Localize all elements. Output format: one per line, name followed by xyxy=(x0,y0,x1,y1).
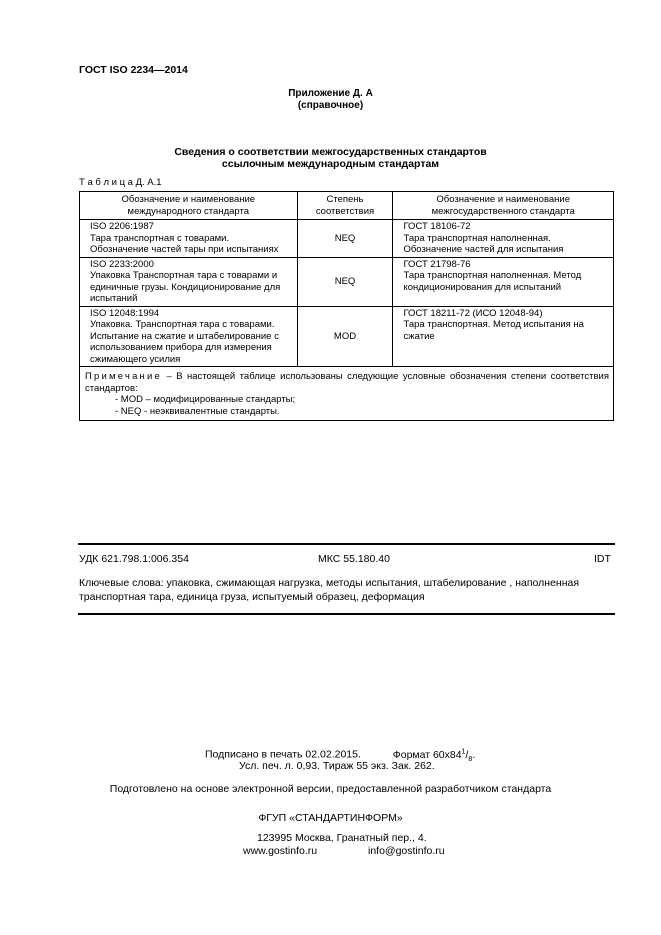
intl-standard-cell xyxy=(80,220,298,258)
intl-standard-cell xyxy=(80,306,298,367)
nat-name-line: Тара транспортная наполненная. xyxy=(403,232,551,244)
udk-code: УДК 621.798.1:006.354 xyxy=(79,553,189,565)
intl-name-line: использованием прибора для измерения xyxy=(90,342,272,353)
imprint-prepared: Подготовлено на основе электронной версии, предоставленной разработчиком стандарта xyxy=(109,783,552,795)
appendix-title: Приложение Д. А xyxy=(288,88,373,99)
nat-name-line: кондиционирования для испытаний xyxy=(403,281,562,293)
correspondence-table xyxy=(79,191,614,421)
table-note-row xyxy=(80,367,614,421)
intl-name-line: Упаковка Транспортная тара с товарами и xyxy=(90,270,278,281)
intl-name-line: Упаковка. Транспортная тара с товарами. xyxy=(90,319,275,330)
intl-name-line: сжимающего усилия xyxy=(90,353,181,365)
table-header-row xyxy=(80,192,614,220)
mks-code: МКС 55.180.40 xyxy=(318,553,390,565)
format-label: Формат 60х84 xyxy=(392,748,462,761)
note-item-neq: - NEQ - неэквивалентные стандарты. xyxy=(115,405,280,417)
nat-code: ГОСТ 21798-76 xyxy=(403,258,471,270)
publisher-name: ФГУП «СТАНДАРТИНФОРМ» xyxy=(258,812,403,824)
intl-standard-cell xyxy=(80,257,298,306)
table-row xyxy=(80,220,614,258)
publisher-address: 123995 Москва, Гранатный пер., 4. xyxy=(257,832,427,844)
appendix-heading xyxy=(0,88,661,112)
header-international-standard: Обозначение и наименование международного стандарта xyxy=(80,192,298,220)
note-item-mod: - MOD – модифицированные стандарты; xyxy=(115,394,296,405)
intl-name-line: единичные грузы. Кондиционирование для xyxy=(90,281,281,293)
format-sup: 1 xyxy=(461,748,466,755)
document-code: ГОСТ ISO 2234—2014 xyxy=(79,64,188,76)
intl-name-line: Тара транспортная с товарами. xyxy=(90,232,230,244)
intl-code: ISO 2206:1987 xyxy=(90,221,154,232)
intl-name-line: Испытание на сжатие и штабелирование с xyxy=(90,330,279,342)
intl-name-line: Обозначение частей тары при испытаниях xyxy=(90,244,279,255)
appendix-subtitle: (справочное) xyxy=(297,100,364,111)
intl-code: ISO 12048:1994 xyxy=(90,307,160,319)
intl-name-line: испытаний xyxy=(90,293,138,304)
degree-cell: NEQ xyxy=(297,220,393,258)
paper-format: Формат $60х84^1/_8$. xyxy=(392,748,476,763)
nat-name-line: сжатие xyxy=(403,330,435,342)
publisher-website[interactable]: www.gostinfo.ru xyxy=(243,845,318,857)
note-text: Примечание – В настоящей таблице использованы следующие условные обозначения степени соответствия стандартов: xyxy=(85,371,609,394)
imprint-sheets: Усл. печ. л. 0,93. Тираж 55 экз. Зак. 262. xyxy=(239,760,435,772)
format-sub: 8 xyxy=(468,755,473,763)
signed-date: Подписано в печать 02.02.2015. xyxy=(205,748,361,761)
table-note xyxy=(80,367,614,421)
national-standard-cell xyxy=(393,220,614,258)
nat-name-line: Тара транспортная наполненная. Метод xyxy=(403,270,582,281)
intl-code: ISO 2233:2000 xyxy=(90,258,154,270)
divider-top xyxy=(78,543,615,545)
nat-name-line: Обозначение частей для испытания xyxy=(403,244,564,255)
degree-cell: MOD xyxy=(297,306,393,367)
section-title-line2: ссылочным международным стандартам xyxy=(221,158,440,170)
divider-bottom xyxy=(78,613,615,615)
degree-cell: NEQ xyxy=(297,257,393,306)
idt-mark: IDT xyxy=(594,553,611,565)
header-interstate-standard: Обозначение и наименование межгосударственного стандарта xyxy=(393,192,614,220)
table-row xyxy=(80,306,614,367)
table-row xyxy=(80,257,614,306)
note-label: Примечание xyxy=(85,371,162,382)
keywords: Ключевые слова: упаковка, сжимающая нагрузка, методы испытания, штабелирование , наполненная транспортная тара, единица груза, испытуемый образец, деформация xyxy=(79,577,580,603)
publisher-email[interactable]: info@gostinfo.ru xyxy=(368,845,445,857)
section-title-line1: Сведения о соответствии межгосударственных стандартов xyxy=(174,146,487,158)
national-standard-cell xyxy=(393,306,614,367)
national-standard-cell xyxy=(393,257,614,306)
section-title xyxy=(0,146,661,170)
header-degree: Степень соответствия xyxy=(297,192,393,220)
nat-code: ГОСТ 18211-72 (ИСО 12048-94) xyxy=(403,307,543,319)
nat-code: ГОСТ 18106-72 xyxy=(403,221,471,232)
table-caption: Т а б л и ц а Д. А.1 xyxy=(79,177,162,188)
format-end: . xyxy=(472,748,476,761)
note-body: В настоящей таблице использованы следующие условные обозначения степени соответствия стандартов: xyxy=(85,371,609,394)
nat-name-line: Тара транспортная. Метод испытания на xyxy=(403,319,584,330)
